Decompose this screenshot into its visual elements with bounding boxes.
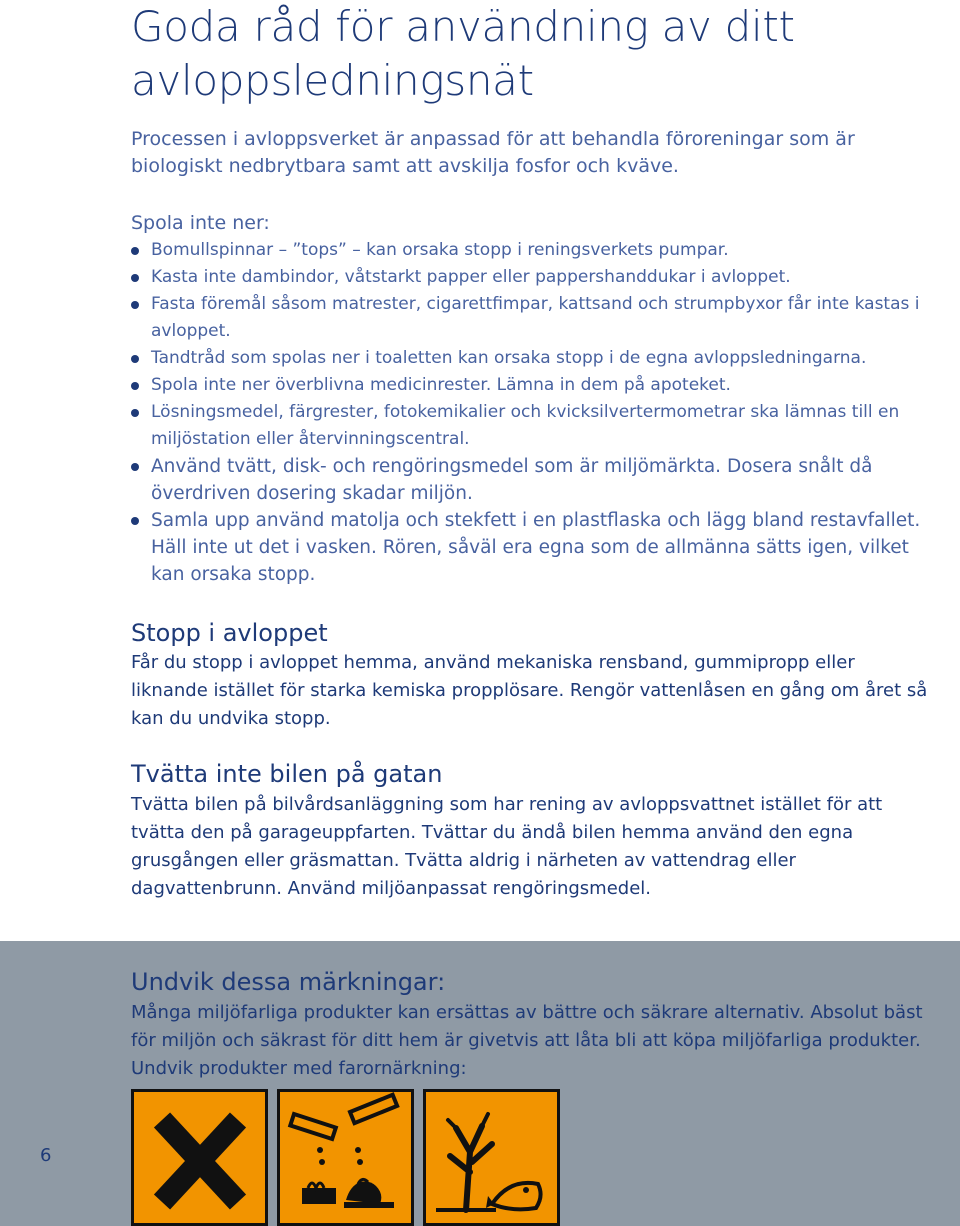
page-title (131, 0, 795, 108)
list-item-text: Fasta föremål såsom matrester, cigarettfimpar, kattsand och strumpbyxor får inte kastas i avloppet. (151, 294, 920, 341)
warning-band (0, 941, 960, 1226)
hazard-symbols (131, 1089, 931, 1226)
intro-paragraph: Processen i avloppsverket är anpassad för att behandla föroreningar som är biologiskt nedbrytbara samt att avskilja fosfor och kväve. (131, 128, 855, 177)
stopp-paragraph: Får du stopp i avloppet hemma, använd mekaniska rensband, gummipropp eller liknande istället för starka kemiska propplösare. Rengör vattenlåsen en gång om året så kan du undvika stopp. (131, 652, 928, 729)
page-title-line-2: avloppsledningsnät (131, 56, 534, 105)
list-item (131, 372, 931, 399)
bullet-icon (131, 274, 139, 282)
list-item (131, 237, 931, 264)
warning-paragraph: Många miljöfarliga produkter kan ersättas av bättre och säkrare alternativ. Absolut bäst för miljön och säkrast för ditt hem är givetvis att låta bli att köpa miljöfarliga produkter. Undvik produkter med farornärkning: (131, 1002, 923, 1079)
list-item (131, 399, 931, 453)
list-item (131, 453, 931, 507)
stopp-heading: Stopp i avloppet (131, 619, 328, 647)
page-number: 6 (40, 1145, 52, 1166)
list-item-text: Kasta inte dambindor, våtstarkt papper eller pappershanddukar i avloppet. (151, 267, 791, 287)
bil-paragraph: Tvätta bilen på bilvårdsanläggning som har rening av avloppsvattnet istället för att tvätta den på garageuppfarten. Tvättar du ändå bilen hemma använd den egna grusgången eller gräsmattan. Tvätta aldrig i närheten av vattendrag eller dagvattenbrunn. Använd miljöanpassat rengöringsmedel. (131, 794, 883, 899)
bullet-icon (131, 517, 139, 525)
bil-heading: Tvätta inte bilen på gatan (131, 760, 443, 788)
page-title-line-1: Goda råd för användning av ditt (131, 2, 795, 51)
bullet-icon (131, 463, 139, 471)
list-item-text: Spola inte ner överblivna medicinrester. Lämna in dem på apoteket. (151, 375, 731, 395)
list-item (131, 345, 931, 372)
list-item (131, 507, 931, 588)
corrosive-icon (277, 1089, 414, 1226)
list-item-text: Lösningsmedel, färgrester, fotokemikalier och kvicksilvertermometrar ska lämnas till en miljöstation eller återvinningscentral. (151, 402, 900, 449)
bullet-icon (131, 247, 139, 255)
bullet-icon (131, 301, 139, 309)
harmful-x-icon (131, 1089, 268, 1226)
list-item (131, 264, 931, 291)
bullet-icon (131, 409, 139, 417)
list-item-text: Bomullspinnar – ”tops” – kan orsaka stopp i reningsverkets pumpar. (151, 240, 729, 260)
list-item-text: Använd tvätt, disk- och rengöringsmedel som är miljömärkta. Dosera snålt då överdriven dosering skadar miljön. (151, 456, 873, 504)
list-item-text: Samla upp använd matolja och stekfett i en plastflaska och lägg bland restavfallet. Häll inte ut det i vasken. Rören, såväl era egna som de allmänna sätts igen, vilket kan orsaka stopp. (151, 510, 921, 585)
bullet-icon (131, 382, 139, 390)
tips-heading: Spola inte ner: (131, 212, 270, 234)
tips-list (131, 237, 931, 588)
environmental-hazard-icon (423, 1089, 560, 1226)
warning-heading: Undvik dessa märkningar: (131, 968, 446, 996)
bullet-icon (131, 355, 139, 363)
list-item (131, 291, 931, 345)
list-item-text: Tandtråd som spolas ner i toaletten kan orsaka stopp i de egna avloppsledningarna. (151, 348, 867, 368)
